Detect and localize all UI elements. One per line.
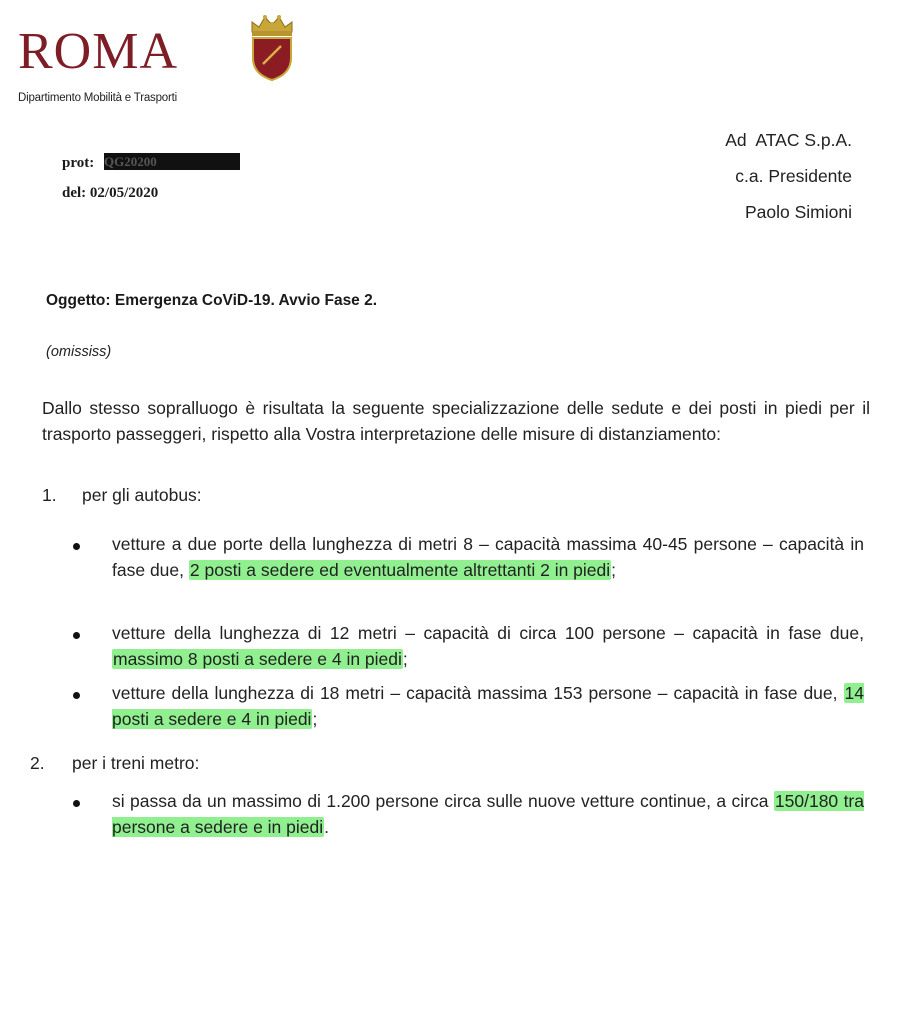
item-tail: ; — [312, 709, 318, 729]
item-text: vetture a due porte della lunghezza di metri 8 – capacità massima 40-45 persone – capacità in fase due, — [112, 534, 864, 580]
item-highlight: 150/180 tra persone a sedere e in piedi — [112, 791, 864, 837]
intro-paragraph: Dallo stesso sopralluogo è risultata la seguente specializzazione delle sedute e dei posti in piedi per il trasporto passeggeri, rispetto alla Vostra interpretazione delle misure di distanziamento: — [42, 398, 870, 444]
item-tail: ; — [402, 649, 408, 669]
item-text: vetture della lunghezza di 12 metri – capacità di circa 100 persone – capacità in fase due, — [112, 623, 864, 643]
bullet-dot — [73, 692, 80, 699]
recipient-line-3: Paolo Simioni — [745, 202, 852, 222]
bullet-dot — [73, 632, 80, 639]
item-text: vetture della lunghezza di 18 metri – capacità massima 153 persone – capacità in fase due, — [112, 683, 844, 703]
bullet-dot — [73, 543, 80, 550]
list-item — [112, 531, 864, 583]
prot-label: prot: — [62, 155, 95, 171]
department-name: Dipartimento Mobilità e Trasporti — [18, 92, 177, 104]
item-highlight: massimo 8 posti a sedere e 4 in piedi — [113, 649, 402, 669]
recipient-line-2: c.a. Presidente — [735, 166, 852, 186]
date-label: del: — [62, 185, 87, 201]
date-value: 02/05/2020 — [89, 185, 159, 201]
item-highlight: 2 posti a sedere ed eventualmente altrettanti 2 in piedi — [189, 560, 611, 580]
roma-logo: ROMA — [18, 23, 179, 80]
subject-line: Oggetto: Emergenza CoViD-19. Avvio Fase 2. — [46, 292, 378, 309]
recipient-address — [725, 122, 852, 230]
list-item — [112, 620, 864, 672]
prot-number-redacted: QG20200 — [104, 153, 240, 170]
item-highlight: 14 posti a sedere e 4 in piedi — [112, 683, 864, 729]
protocol-block — [62, 148, 240, 208]
recipient-line-1: Ad ATAC S.p.A. — [725, 130, 852, 150]
item-tail: . — [324, 817, 329, 837]
bullet-dot — [73, 800, 80, 807]
list-item — [112, 680, 864, 732]
list-item — [112, 788, 864, 840]
item-tail: ; — [611, 560, 617, 580]
list-number: 1. — [42, 485, 57, 505]
omissis-note: (omississ) — [46, 344, 112, 360]
list-title: per gli autobus: — [82, 485, 202, 505]
list-title: per i treni metro: — [72, 753, 200, 773]
list-number: 2. — [30, 753, 45, 773]
roma-crest-icon — [246, 12, 298, 82]
item-text: si passa da un massimo di 1.200 persone circa sulle nuove vetture continue, a circa — [112, 791, 774, 811]
